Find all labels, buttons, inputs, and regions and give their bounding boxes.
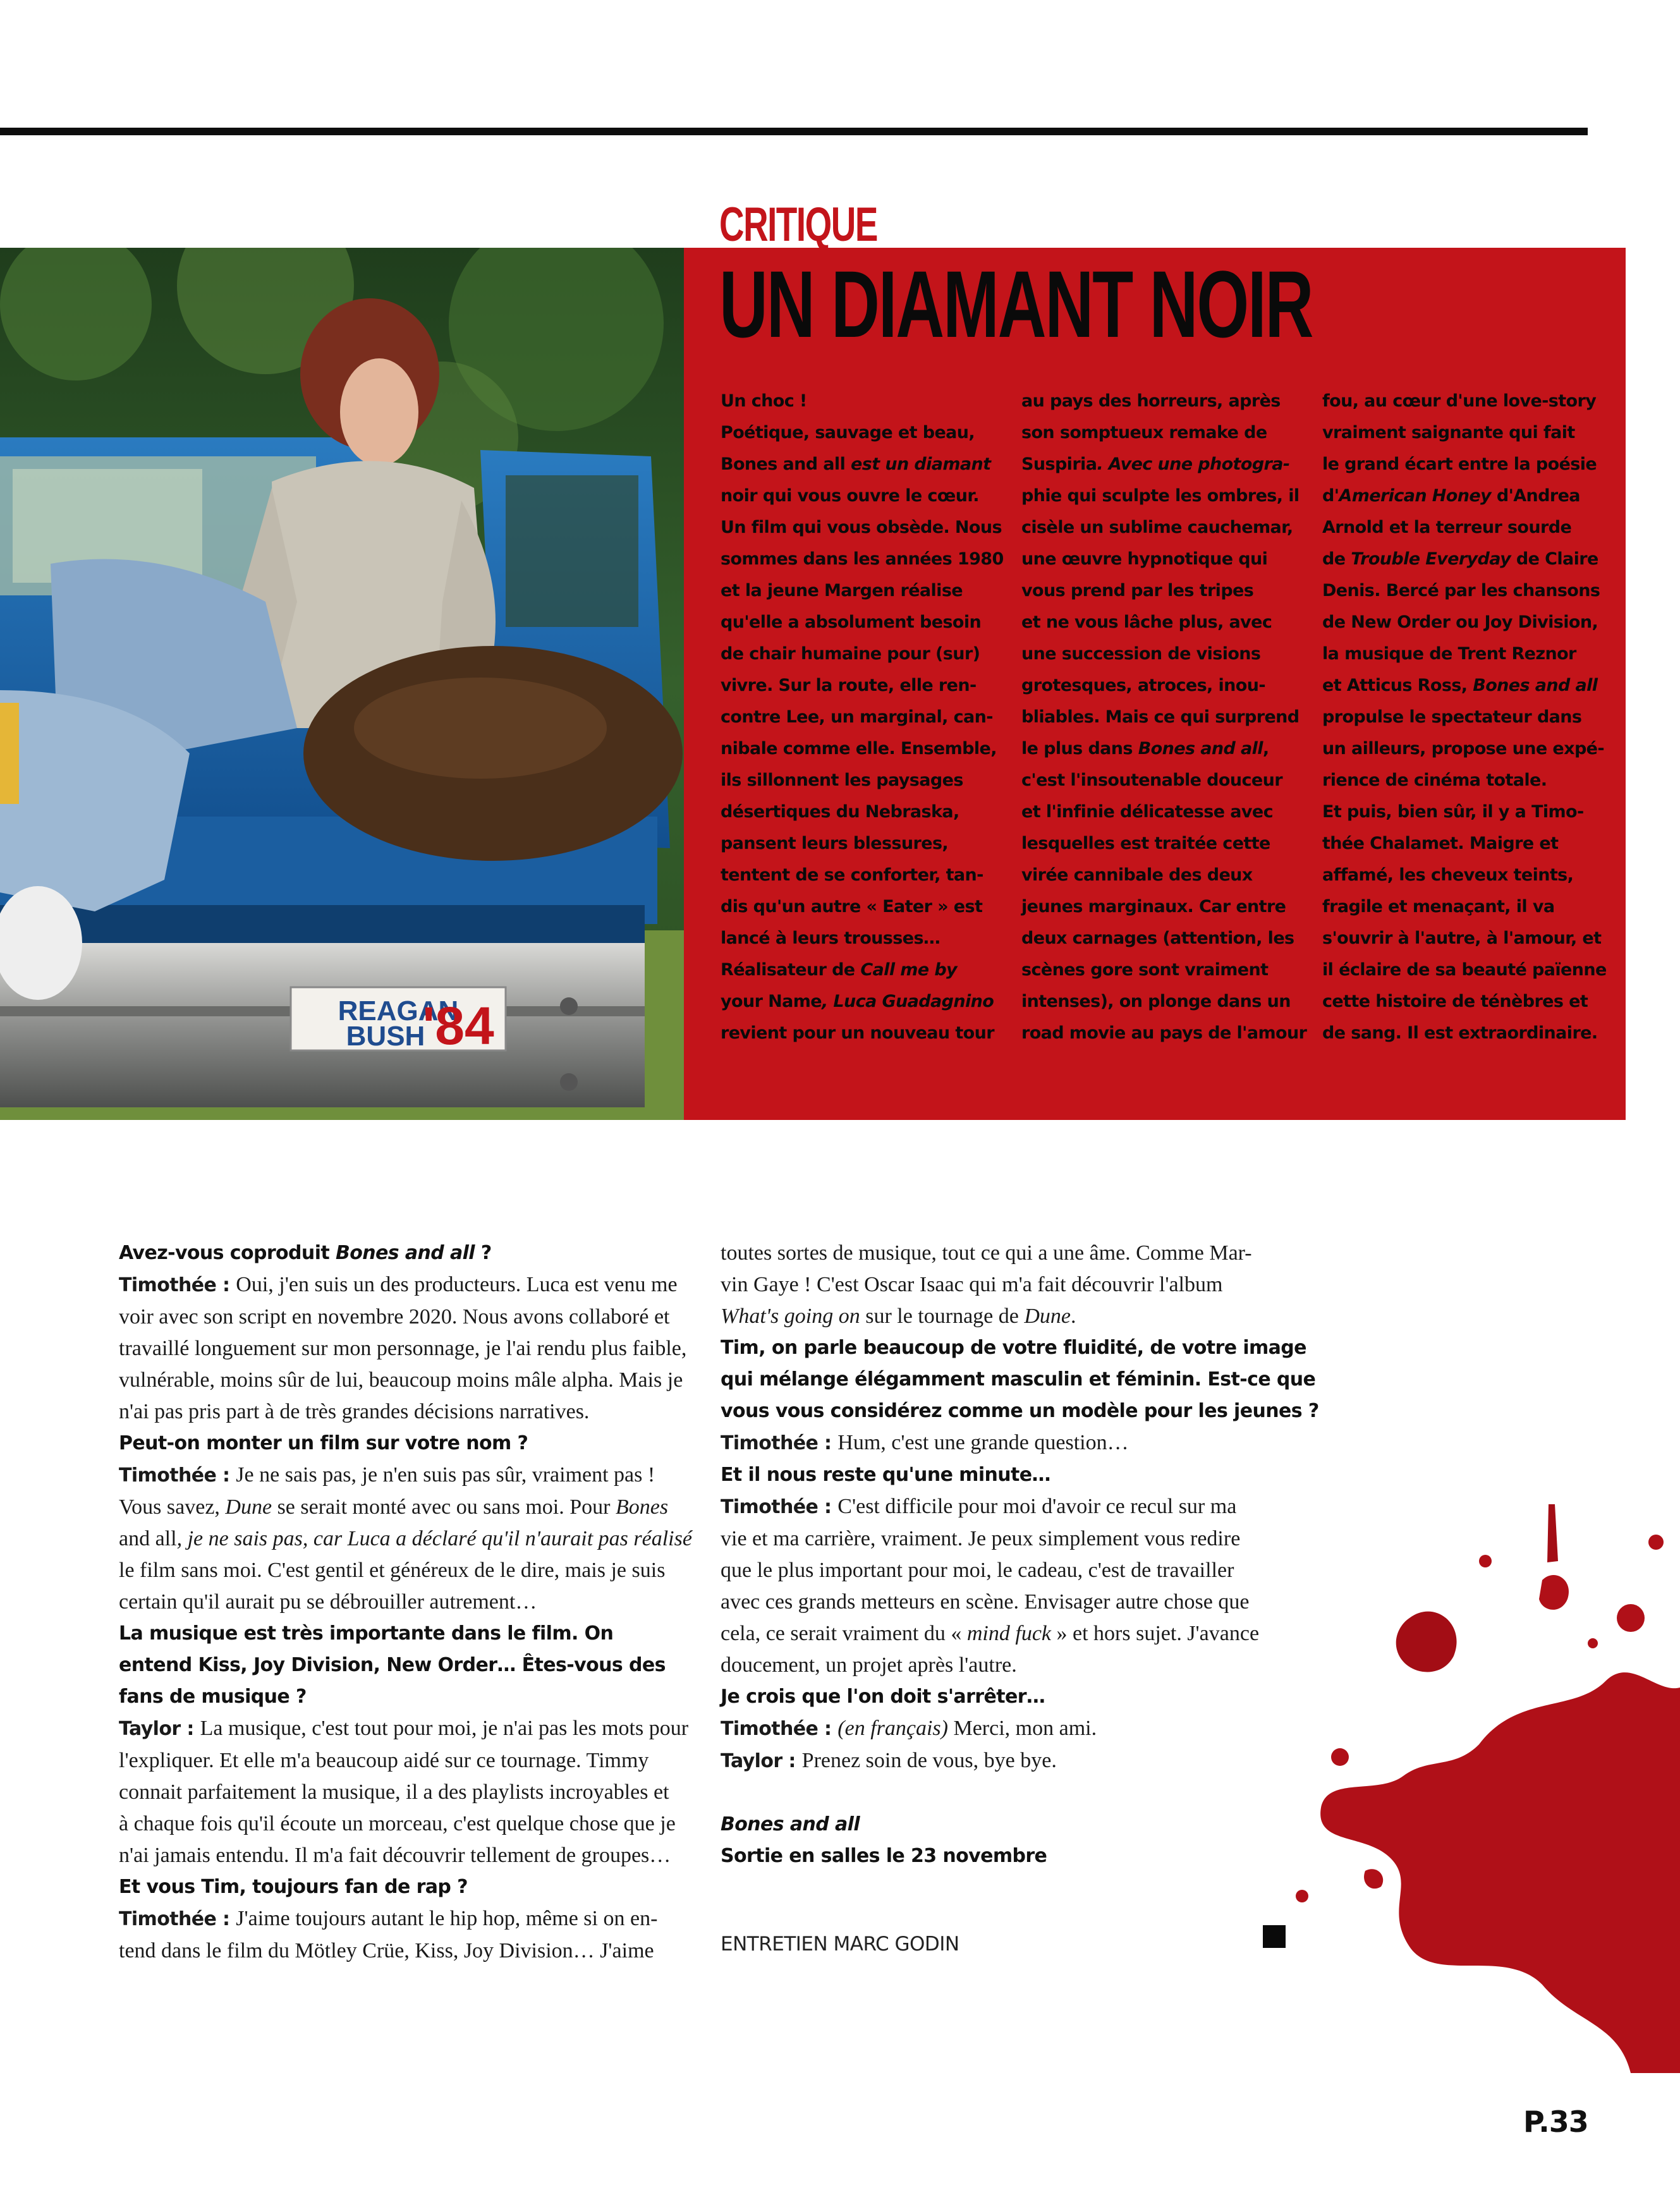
text-segment: and all [119, 1527, 177, 1550]
review-line: de New Order ou Joy Division, [1322, 612, 1598, 632]
text-segment: Et vous Tim, toujours fan de rap ? [119, 1876, 468, 1898]
review-line: road movie au pays de l'amour [1021, 1023, 1307, 1043]
italic-title: Bones and all [1473, 676, 1598, 695]
review-line: sommes dans les années 1980 [721, 549, 1004, 569]
review-line: jeunes marginaux. Car entre [1021, 897, 1286, 916]
italic-title: Bones and all [1138, 739, 1263, 758]
text-segment: . [1071, 1305, 1076, 1328]
page-number: P.33 [1523, 2105, 1588, 2139]
review-line: dis qu'un autre « Eater » est [721, 897, 983, 916]
review-line: fragile et menaçant, il va [1322, 897, 1555, 916]
interview-question-line [119, 1650, 688, 1681]
interview-answer-line [721, 1301, 1289, 1332]
blood-splatter-illustration [1277, 1504, 1680, 2073]
review-line [1021, 449, 1300, 480]
interview-answer-line [721, 1745, 1289, 1777]
interview-answer-line [119, 1713, 688, 1745]
review-column-3 [1322, 386, 1607, 1049]
text-segment: que le plus important pour moi, le cadeau, c'est de travailler [721, 1559, 1234, 1582]
review-line: bliables. Mais ce qui surprend [1021, 707, 1300, 727]
review-line: lancé à leurs trousses… [721, 928, 940, 948]
text-segment: your Name [721, 992, 822, 1011]
interview-question-line [721, 1364, 1316, 1396]
text-segment: C'est difficile pour moi d'avoir ce recul sur ma [837, 1495, 1237, 1518]
review-line: de chair humaine pour (sur) [721, 644, 980, 664]
italic-title: mind fuck [966, 1622, 1052, 1645]
review-line: nibale comme elle. Ensemble, [721, 739, 997, 758]
review-line [721, 449, 999, 480]
text-segment: vulnérable, moins sûr de lui, beaucoup moins mâle alpha. Mais je [119, 1368, 683, 1392]
review-line [1322, 480, 1600, 512]
text-segment: J'aime toujours autant le hip hop, même si on en- [236, 1907, 658, 1930]
review-line [721, 986, 999, 1018]
text-segment: travaillé longuement sur mon personnage, je l'ai rendu plus faible, [119, 1337, 687, 1360]
text-segment: d'Andrea [1491, 486, 1580, 506]
italic-title: Bones and all [335, 1242, 475, 1264]
review-line: tentent de se conforter, tan- [721, 865, 983, 885]
text-segment: Bones and all [721, 454, 846, 474]
interview-answer-line [721, 1427, 1289, 1459]
review-line: virée cannibale des deux [1021, 865, 1253, 885]
text-segment: Avez-vous coproduit [119, 1242, 336, 1264]
italic-title: Bones and all [721, 1813, 860, 1835]
byline-credit: ENTRETIEN MARC GODIN [721, 1933, 959, 1956]
review-line: vivre. Sur la route, elle ren- [721, 676, 977, 695]
review-line: Denis. Bercé par les chansons [1322, 581, 1600, 600]
text-segment: l'expliquer. Et elle m'a beaucoup aidé sur ce tournage. Timmy [119, 1749, 649, 1772]
interview-answer-line [721, 1523, 1289, 1555]
text-segment: Je ne sais pas, je n'en suis pas sûr, vraiment pas ! [236, 1463, 655, 1487]
review-line: lesquelles est traitée cette [1021, 834, 1270, 853]
text-segment: à chaque fois qu'il écoute un morceau, c'est quelque chose que je [119, 1812, 676, 1835]
text-segment: de [1322, 549, 1351, 569]
review-line: c'est l'insoutenable douceur [1021, 770, 1282, 790]
interview-answer-line [721, 1618, 1289, 1650]
text-segment: Et il nous reste qu'une minute… [721, 1464, 1050, 1486]
section-kicker: CRITIQUE [719, 198, 877, 252]
interview-question-line [119, 1238, 688, 1269]
review-line: Poétique, sauvage et beau, [721, 423, 975, 442]
review-line: cisèle un sublime cauchemar, [1021, 518, 1293, 537]
text-segment: Hum, c'est une grande question… [837, 1431, 1129, 1454]
italic-title: , je ne sais pas, car Luca a déclaré qu'il n'aurait pas réalisé [176, 1527, 692, 1550]
italic-title: (en français) [837, 1717, 948, 1740]
text-segment: Oui, j'en suis un des producteurs. Luca est venu me [236, 1273, 678, 1296]
review-line: Un choc ! [721, 391, 807, 411]
review-line: contre Lee, un marginal, can- [721, 707, 993, 727]
interview-question-line [119, 1681, 688, 1713]
italic-title: Bones [615, 1495, 669, 1519]
sticker-reagan: REAGAN [338, 995, 459, 1026]
text-segment: Sortie en salles le 23 novembre [721, 1845, 1047, 1867]
italic-title: est un diamant [845, 454, 991, 474]
text-segment: le plus dans [1021, 739, 1138, 758]
review-line: pansent leurs blessures, [721, 834, 949, 853]
text-segment: Suspiria [1021, 454, 1097, 474]
review-line: il éclaire de sa beauté païenne [1322, 960, 1607, 980]
review-line: et ne vous lâche plus, avec [1021, 612, 1272, 632]
text-segment: Peut-on monter un film sur votre nom ? [119, 1432, 528, 1454]
review-line: thée Chalamet. Maigre et [1322, 834, 1559, 853]
text-segment: se serait monté avec ou sans moi. Pour [272, 1495, 616, 1519]
film-still-photo [0, 248, 684, 1120]
review-line: une succession de visions [1021, 644, 1261, 664]
text-segment: de Claire [1511, 549, 1598, 569]
review-line: désertiques du Nebraska, [721, 802, 959, 822]
interview-column-1 [119, 1238, 692, 1967]
text-segment: cela, ce serait vraiment du « [721, 1622, 967, 1645]
review-line: cette histoire de ténèbres et [1322, 992, 1588, 1011]
interview-answer-line [721, 1650, 1289, 1681]
review-line: qu'elle a absolument besoin [721, 612, 982, 632]
interview-answer-line [721, 1491, 1289, 1523]
interview-answer-line [119, 1269, 688, 1301]
speaker-label: Taylor : [119, 1718, 200, 1740]
review-line: un ailleurs, propose une expé- [1322, 739, 1604, 758]
interview-answer-line [721, 1269, 1289, 1301]
text-segment: Réalisateur de [721, 960, 861, 980]
interview-question-line [721, 1396, 1319, 1427]
text-segment: vie et ma carrière, vraiment. Je peux simplement vous redire [721, 1527, 1241, 1550]
speaker-label: Timothée : [721, 1718, 838, 1740]
speaker-label: Taylor : [721, 1750, 802, 1772]
speaker-label: Timothée : [119, 1464, 236, 1487]
review-line: fou, au cœur d'une love-story [1322, 391, 1597, 411]
interview-question-line [721, 1332, 1306, 1364]
interview-answer-line [119, 1333, 688, 1365]
interview-answer-line [119, 1523, 692, 1555]
review-line: son somptueux remake de [1021, 423, 1267, 442]
text-segment: sur le tournage de [860, 1305, 1025, 1328]
text-segment: n'ai pas pris part à de très grandes décisions narratives. [119, 1400, 590, 1423]
text-segment: toutes sortes de musique, tout ce qui a une âme. Comme Mar- [721, 1241, 1252, 1265]
text-segment: entend Kiss, Joy Division, New Order… Êtes-vous des [119, 1654, 666, 1676]
review-line: au pays des horreurs, après [1021, 391, 1281, 411]
interview-answer-line [721, 1713, 1289, 1745]
interview-answer-line [721, 1586, 1289, 1618]
review-line: affamé, les cheveux teints, [1322, 865, 1574, 885]
interview-question-line [119, 1871, 688, 1903]
text-segment: La musique, c'est tout pour moi, je n'ai pas les mots pour [200, 1717, 689, 1740]
italic-title: Dune [1024, 1305, 1071, 1328]
interview-answer-line [119, 1459, 688, 1492]
review-line: intenses), on plonge dans un [1021, 992, 1291, 1011]
interview-answer-line [119, 1555, 688, 1586]
interview-answer-line [119, 1745, 688, 1777]
review-line: la musique de Trent Reznor [1322, 644, 1576, 664]
text-segment: d' [1322, 486, 1339, 506]
review-line: une œuvre hypnotique qui [1021, 549, 1268, 569]
italic-title: Call me by [860, 960, 958, 980]
review-line: vous prend par les tripes [1021, 581, 1254, 600]
text-segment: et Atticus Ross, [1322, 676, 1473, 695]
text-segment: La musique est très importante dans le film. On [119, 1622, 614, 1645]
review-line: ils sillonnent les paysages [721, 770, 963, 790]
review-line: propulse le spectateur dans [1322, 707, 1582, 727]
review-line: Un film qui vous obsède. Nous [721, 518, 1002, 537]
interview-answer-line [119, 1492, 688, 1523]
sticker-year: '84 [422, 996, 494, 1055]
review-line [1322, 544, 1600, 575]
text-segment: » et hors sujet. J'avance [1051, 1622, 1260, 1645]
review-line: scènes gore sont vraiment [1021, 960, 1269, 980]
speaker-label: Timothée : [721, 1496, 838, 1518]
review-line: vraiment saignante qui fait [1322, 423, 1575, 442]
text-segment: avec ces grands metteurs en scène. Envisager autre chose que [721, 1590, 1250, 1614]
interview-answer-line [119, 1301, 688, 1333]
text-segment: n'ai jamais entendu. Il m'a fait découvrir tellement de groupes… [119, 1844, 671, 1867]
review-line: rience de cinéma totale. [1322, 770, 1547, 790]
sticker-bush: BUSH [346, 1021, 425, 1052]
review-line: et la jeune Margen réalise [721, 581, 963, 600]
interview-answer-line [119, 1840, 688, 1871]
text-segment: Merci, mon ami. [947, 1717, 1097, 1740]
text-segment: connait parfaitement la musique, il a des playlists incroyables et [119, 1780, 669, 1804]
interview-question-line [721, 1840, 1289, 1872]
italic-title: American Honey [1339, 486, 1492, 506]
text-segment: , [1262, 739, 1269, 758]
interview-question-line [119, 1428, 688, 1459]
film-still-illustration [0, 248, 684, 1120]
review-column-1 [721, 386, 1004, 1049]
review-line: Arnold et la terreur sourde [1322, 518, 1572, 537]
interview-answer-line [119, 1903, 688, 1935]
italic-title: What's going on [721, 1305, 860, 1328]
review-line: grotesques, atroces, inou- [1021, 676, 1265, 695]
text-segment: vin Gaye ! C'est Oscar Isaac qui m'a fait découvrir l'album [721, 1273, 1223, 1296]
text-segment: fans de musique ? [119, 1686, 307, 1708]
interview-question-line [119, 1618, 688, 1650]
speaker-label: Timothée : [119, 1274, 236, 1296]
review-line [1021, 733, 1300, 765]
interview-answer-line [721, 1555, 1289, 1586]
text-segment: Prenez soin de vous, bye bye. [801, 1749, 1057, 1772]
interview-answer-line [721, 1238, 1289, 1269]
interview-answer-line [119, 1396, 688, 1428]
interview-answer-line [119, 1365, 688, 1396]
review-line: deux carnages (attention, les [1021, 928, 1294, 948]
review-line: noir qui vous ouvre le cœur. [721, 486, 979, 506]
spacer [721, 1777, 1289, 1809]
text-segment: Je crois que l'on doit s'arrêter… [721, 1686, 1045, 1708]
text-segment: tend dans le film du Mötley Crüe, Kiss, Joy Division… J'aime [119, 1939, 654, 1962]
interview-column-2 [721, 1238, 1319, 1872]
italic-title: Dune [225, 1495, 272, 1519]
interview-answer-line [119, 1935, 688, 1967]
interview-answer-line [119, 1808, 688, 1840]
text-segment: voir avec son script en novembre 2020. Nous avons collaboré et [119, 1305, 670, 1329]
review-line: et l'infinie délicatesse avec [1021, 802, 1273, 822]
interview-question-line [721, 1459, 1289, 1491]
speaker-label: Timothée : [721, 1432, 838, 1454]
text-segment: Tim, on parle beaucoup de votre fluidité, de votre image [721, 1337, 1306, 1359]
text-segment: doucement, un projet après l'autre. [721, 1653, 1017, 1677]
interview-answer-line [119, 1777, 688, 1808]
text-segment: Vous savez, [119, 1495, 226, 1519]
interview-answer-line [119, 1586, 688, 1618]
review-line: de sang. Il est extraordinaire. [1322, 1023, 1598, 1043]
review-line: phie qui sculpte les ombres, il [1021, 486, 1300, 506]
review-line [721, 954, 999, 986]
italic-title: . Avec une photogra- [1097, 454, 1290, 474]
review-line: Et puis, bien sûr, il y a Timo- [1322, 802, 1584, 822]
italic-title: , Luca Guadagnino [821, 992, 994, 1011]
speaker-label: Timothée : [119, 1908, 236, 1930]
text-segment: certain qu'il aurait pu se débrouiller autrement… [119, 1590, 537, 1614]
text-segment: vous vous considérez comme un modèle pour les jeunes ? [721, 1400, 1319, 1422]
top-rule [0, 128, 1588, 135]
review-line: s'ouvrir à l'autre, à l'amour, et [1322, 928, 1602, 948]
review-line: le grand écart entre la poésie [1322, 454, 1597, 474]
text-segment: ? [474, 1242, 492, 1264]
text-segment: qui mélange élégamment masculin et féminin. Est-ce que [721, 1368, 1316, 1390]
text-segment: le film sans moi. C'est gentil et généreux de le dire, mais je suis [119, 1559, 666, 1582]
review-line [1322, 670, 1600, 702]
interview-question-line [721, 1809, 1289, 1840]
interview-question-line [721, 1681, 1289, 1713]
article-title: UN DIAMANT NOIR [719, 251, 1313, 357]
review-column-2 [1021, 386, 1307, 1049]
italic-title: Trouble Everyday [1351, 549, 1511, 569]
review-line: revient pour un nouveau tour [721, 1023, 994, 1043]
